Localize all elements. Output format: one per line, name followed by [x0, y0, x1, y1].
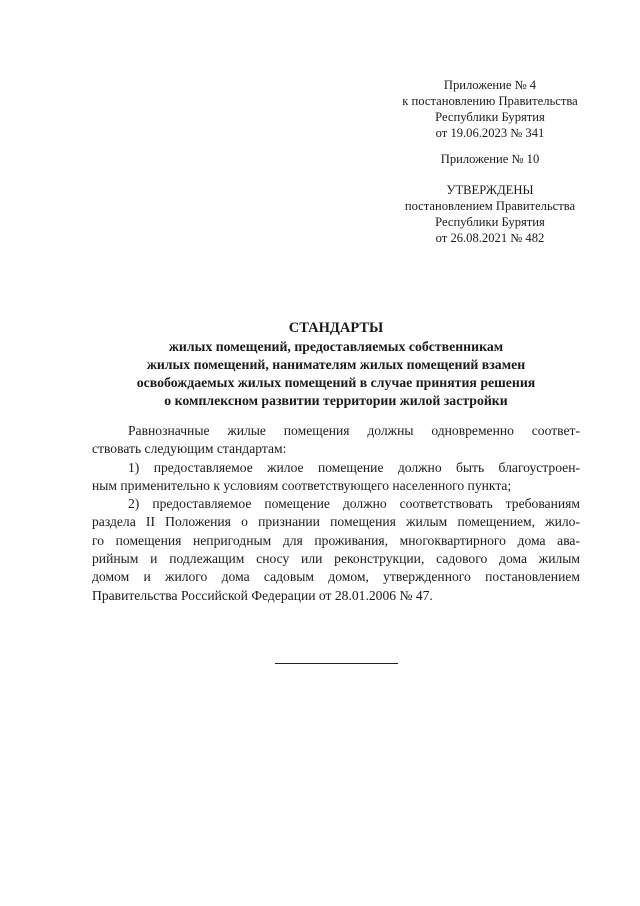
approved-date: от 26.08.2021 № 482 [435, 231, 545, 245]
approved-block [380, 182, 600, 246]
appendix-4-republic: Республики Бурятия [435, 110, 545, 124]
approved-heading: УТВЕРЖДЕНЫ [446, 183, 534, 197]
closing-rule [275, 663, 398, 664]
title-line: жилых помещений, нанимателям жилых помещений взамен [146, 357, 526, 372]
appendix-4-ref: к постановлению Правительства [402, 94, 578, 108]
body-line: ным применительно к условиям соответствующего населенного пункта; [92, 477, 512, 493]
appendix-4-title: Приложение № 4 [443, 78, 537, 92]
appendix-10-block [380, 151, 600, 167]
title-line: о комплексном развитии территории жилой застройки [164, 393, 508, 408]
body-line: Правительства Российской Федерации от 28.01.2006 № 47. [92, 587, 433, 603]
appendix-10-title: Приложение № 10 [440, 152, 540, 166]
body-line: го помещения непригодным для проживания, многоквартирного дома ава- [92, 532, 580, 548]
body-line: 2) предоставляемое помещение должно соответствовать требованиям [128, 496, 580, 512]
document-title [96, 318, 576, 410]
document-body [92, 422, 580, 605]
body-line: рийным и подлежащим сносу или реконструкции, садового дома жилым [92, 551, 580, 567]
body-line: ствовать следующим стандартам: [92, 441, 287, 457]
approved-ref: постановлением Правительства [404, 199, 576, 213]
body-line: 1) предоставляемое жилое помещение должно быть благоустроен- [128, 459, 580, 475]
body-line: домом и жилого дома садовым домом, утвержденного постановлением [92, 569, 580, 585]
appendix-4-date: от 19.06.2023 № 341 [435, 126, 545, 140]
body-line: Равнозначные жилые помещения должны одновременно соответ- [128, 423, 580, 438]
title-line: освобождаемых жилых помещений в случае принятия решения [136, 375, 536, 390]
title-main: СТАНДАРТЫ [288, 320, 384, 336]
title-line: жилых помещений, предоставляемых собственникам [168, 339, 504, 354]
body-line: раздела II Положения о признании помещения жилым помещением, жило- [92, 514, 580, 530]
appendix-4-block [380, 77, 600, 141]
approved-republic: Республики Бурятия [435, 215, 545, 229]
